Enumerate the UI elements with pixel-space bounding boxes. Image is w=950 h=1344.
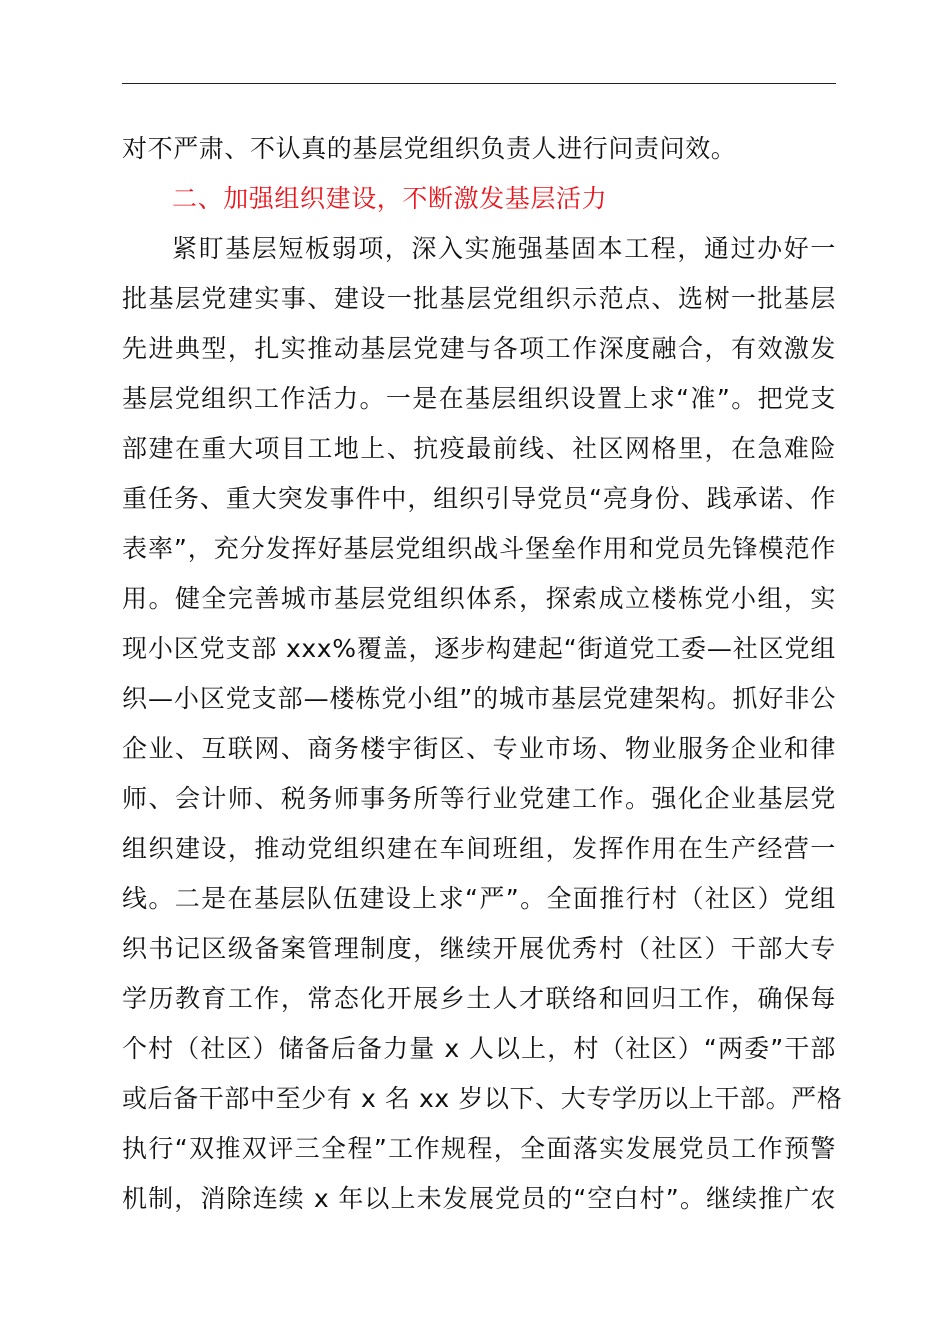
header-divider	[122, 83, 836, 84]
paragraph-line: 先进典型，扎实推动基层党建与各项工作深度融合，有效激发	[122, 334, 836, 363]
paragraph-line: 对不严肃、不认真的基层党组织负责人进行问责问效。	[122, 134, 737, 163]
paragraph-line: 表率”，充分发挥好基层党组织战斗堡垒作用和党员先锋模范作	[122, 534, 836, 563]
paragraph-line: 执行“双推双评三全程”工作规程，全面落实发展党员工作预警	[122, 1134, 836, 1163]
paragraph-line: 批基层党建实事、建设一批基层党组织示范点、选树一批基层	[122, 284, 836, 313]
paragraph-line: 基层党组织工作活力。一是在基层组织设置上求“准”。把党支	[122, 384, 836, 413]
paragraph-line: 线。二是在基层队伍建设上求“严”。全面推行村（社区）党组	[122, 884, 836, 913]
paragraph-line: 织书记区级备案管理制度，继续开展优秀村（社区）干部大专	[122, 934, 836, 963]
paragraph-line: 或后备干部中至少有 x 名 xx 岁以下、大专学历以上干部。严格	[122, 1084, 843, 1113]
paragraph-line: 组织建设，推动党组织建在车间班组，发挥作用在生产经营一	[122, 834, 836, 863]
section-heading: 二、加强组织建设，不断激发基层活力	[172, 184, 608, 213]
paragraph-line: 学历教育工作，常态化开展乡土人才联络和回归工作，确保每	[122, 984, 836, 1013]
paragraph-line: 部建在重大项目工地上、抗疫最前线、社区网格里，在急难险	[122, 434, 836, 463]
paragraph-line: 机制，消除连续 x 年以上未发展党员的“空白村”。继续推广农	[122, 1184, 836, 1213]
paragraph-line: 用。健全完善城市基层党组织体系，探索成立楼栋党小组，实	[122, 584, 836, 613]
paragraph-line: 师、会计师、税务师事务所等行业党建工作。强化企业基层党	[122, 784, 836, 813]
paragraph-line: 重任务、重大突发事件中，组织引导党员“亮身份、践承诺、作	[122, 484, 836, 513]
paragraph-line: 个村（社区）储备后备力量 x 人以上，村（社区）“两委”干部	[122, 1034, 836, 1063]
paragraph-line: 紧盯基层短板弱项，深入实施强基固本工程，通过办好一	[172, 234, 836, 263]
paragraph-line: 现小区党支部 xxx%覆盖，逐步构建起“街道党工委—社区党组	[122, 634, 836, 663]
paragraph-line: 企业、互联网、商务楼宇街区、专业市场、物业服务企业和律	[122, 734, 836, 763]
paragraph-line: 织—小区党支部—楼栋党小组”的城市基层党建架构。抓好非公	[122, 684, 836, 713]
